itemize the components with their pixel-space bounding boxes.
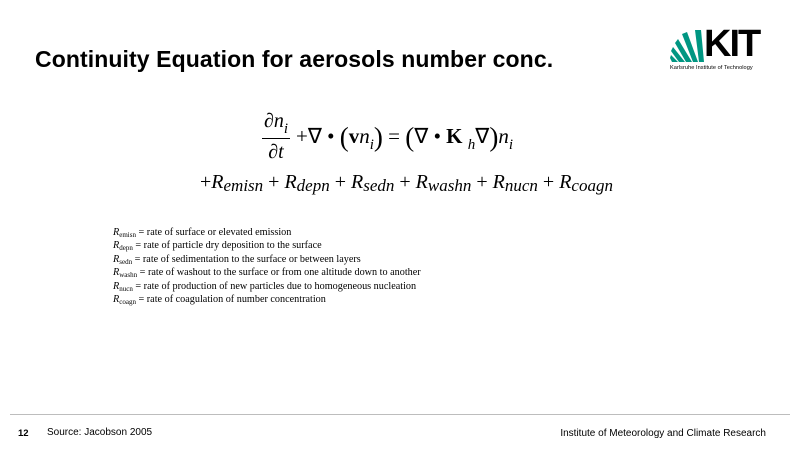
continuity-equation: [190, 108, 650, 203]
n2-symbol: n: [498, 124, 509, 148]
term-depn: + Rdepn: [268, 171, 330, 195]
n-symbol: n: [359, 124, 370, 148]
term-washn: + Rwashn: [399, 171, 472, 195]
definition-emisn: Remisn = rate of surface or elevated emission: [113, 227, 292, 239]
frac-numerator-sub: i: [283, 121, 289, 137]
frac-numerator: ∂n: [263, 110, 284, 132]
footer-divider: [10, 414, 790, 415]
term-coagn: + Rcoagn: [542, 171, 613, 195]
source-citation: Source: Jacobson 2005: [47, 427, 153, 438]
frac-denominator: ∂t: [268, 141, 284, 163]
logo-wordmark: KIT: [704, 23, 760, 65]
equation-rhs: +∇ • $(vn_i)$ = (∇ • K $_h\nabla)n_i$: [296, 122, 513, 153]
definition-nucn: Rnucn = rate of production of new particles due to homogeneous nucleation: [113, 280, 417, 293]
equation-row-2: [200, 171, 613, 196]
n-sub: i: [369, 137, 374, 153]
plus-divergence: +∇ •: [296, 124, 335, 148]
definition-sedn: Rsedn = rate of sedimentation to the surface or between layers: [113, 253, 361, 266]
term-emisn: +Remisn: [200, 171, 264, 195]
nabla-dot: ∇ •: [414, 124, 441, 148]
term-sedn: + Rsedn: [334, 171, 395, 195]
k-symbol: K: [446, 124, 463, 148]
definitions-list: [113, 226, 563, 306]
kit-logo-rays-icon: [670, 28, 706, 64]
logo-subtitle: Karlsruhe Institute of Technology: [670, 65, 753, 71]
n2-sub: i: [508, 137, 513, 153]
definition-depn: Rdepn = rate of particle dry deposition to the surface: [113, 240, 322, 253]
velocity-v: v: [348, 124, 360, 148]
definition-washn: Rwashn = rate of washout to the surface or from one altitude down to another: [113, 267, 421, 280]
equals-sign: =: [388, 124, 401, 148]
nabla-2: ∇: [475, 124, 490, 148]
institute-name: Institute of Meteorology and Climate Research: [560, 428, 766, 439]
term-nucn: + Rnucn: [476, 171, 538, 195]
slide-title: Continuity Equation for aerosols number conc.: [35, 46, 554, 72]
page-number: 12: [18, 428, 29, 439]
equation-row-1: [260, 108, 660, 163]
kit-logo: [670, 23, 770, 78]
k-sub: h: [467, 137, 476, 153]
definition-coagn: Rcoagn = rate of coagulation of number concentration: [113, 293, 326, 306]
